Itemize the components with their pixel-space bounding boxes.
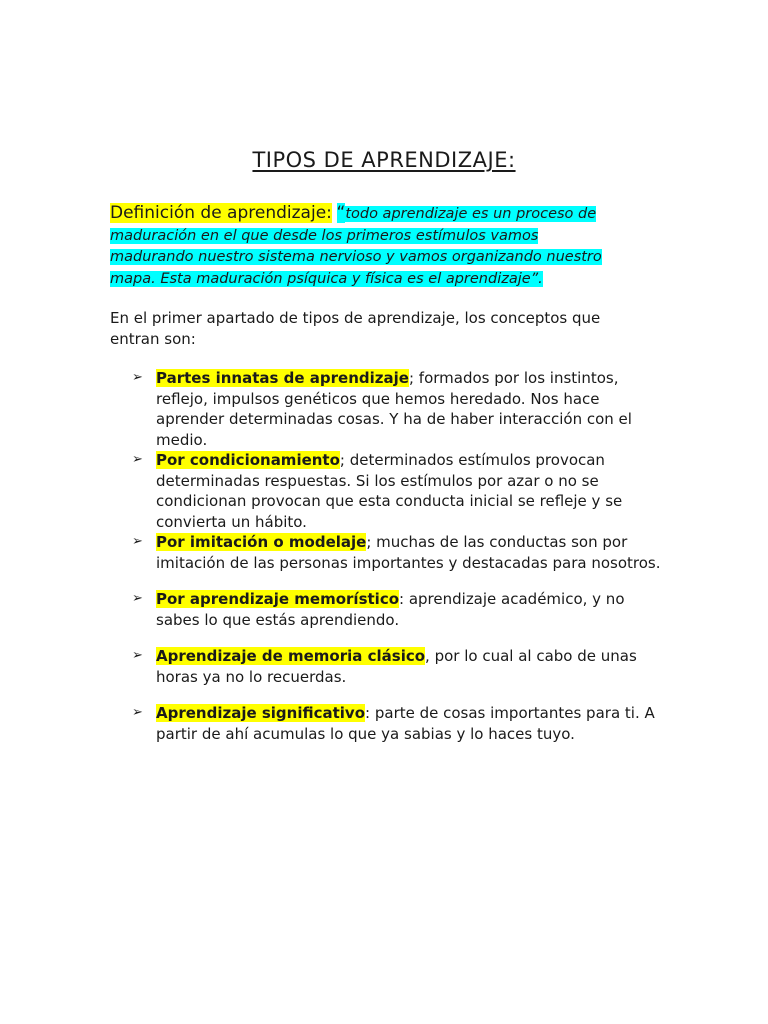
concept-description: ; formados por los instintos, reflejo, impulsos genéticos que hemos heredado. Nos hace aprender determinadas cosas. Y ha de haber interacción con el medio. bbox=[156, 369, 632, 449]
arrow-bullet-icon: ➢ bbox=[132, 452, 143, 467]
list-item bbox=[132, 589, 662, 630]
concept-term: Por imitación o modelaje bbox=[156, 533, 367, 551]
concept-description: : parte de cosas importantes para ti. A partir de ahí acumulas lo que ya sabias y lo haces tuyo. bbox=[156, 704, 655, 743]
concept-term: Aprendizaje de memoria clásico bbox=[156, 647, 426, 665]
definition-quote: todo aprendizaje es un proceso de maduración en el que desde los primeros estímulos vamos madurando nuestro sistema nervioso y vamos organizando nuestro mapa. Esta maduración psíquica y física es el aprendizaje”. bbox=[110, 206, 602, 287]
definition-label: Definición de aprendizaje: bbox=[110, 203, 332, 223]
arrow-bullet-icon: ➢ bbox=[132, 534, 143, 549]
list-item bbox=[132, 450, 662, 532]
definition-paragraph bbox=[110, 203, 620, 290]
arrow-bullet-icon: ➢ bbox=[132, 591, 143, 606]
document-title-text: TIPOS DE APRENDIZAJE: bbox=[252, 148, 516, 172]
concept-term: Por condicionamiento bbox=[156, 451, 340, 469]
concept-list bbox=[132, 368, 662, 744]
concept-description: : aprendizaje académico, y no sabes lo que estás aprendiendo. bbox=[156, 590, 625, 629]
concept-description: ; determinados estímulos provocan determinadas respuestas. Si los estímulos por azar o no se condicionan provocan que esta conducta inicial se refleje y se convierta un hábito. bbox=[156, 451, 623, 531]
arrow-bullet-icon: ➢ bbox=[132, 705, 143, 720]
concept-term: Por aprendizaje memorístico bbox=[156, 590, 400, 608]
concept-description: ; muchas de las conductas son por imitación de las personas importantes y destacadas para nosotros. bbox=[156, 533, 661, 572]
concept-description: , por lo cual al cabo de unas horas ya no lo recuerdas. bbox=[156, 647, 637, 686]
intro-paragraph: En el primer apartado de tipos de aprendizaje, los conceptos que entran son: bbox=[110, 309, 601, 348]
list-item bbox=[132, 368, 662, 450]
document-title bbox=[0, 148, 768, 172]
arrow-bullet-icon: ➢ bbox=[132, 370, 143, 385]
arrow-bullet-icon: ➢ bbox=[132, 648, 143, 663]
list-item bbox=[132, 646, 662, 687]
concept-term: Aprendizaje significativo bbox=[156, 704, 366, 722]
list-item bbox=[132, 532, 662, 573]
concept-term: Partes innatas de aprendizaje bbox=[156, 369, 409, 387]
list-item bbox=[132, 703, 662, 744]
definition-quote-mark: “ bbox=[336, 203, 346, 223]
